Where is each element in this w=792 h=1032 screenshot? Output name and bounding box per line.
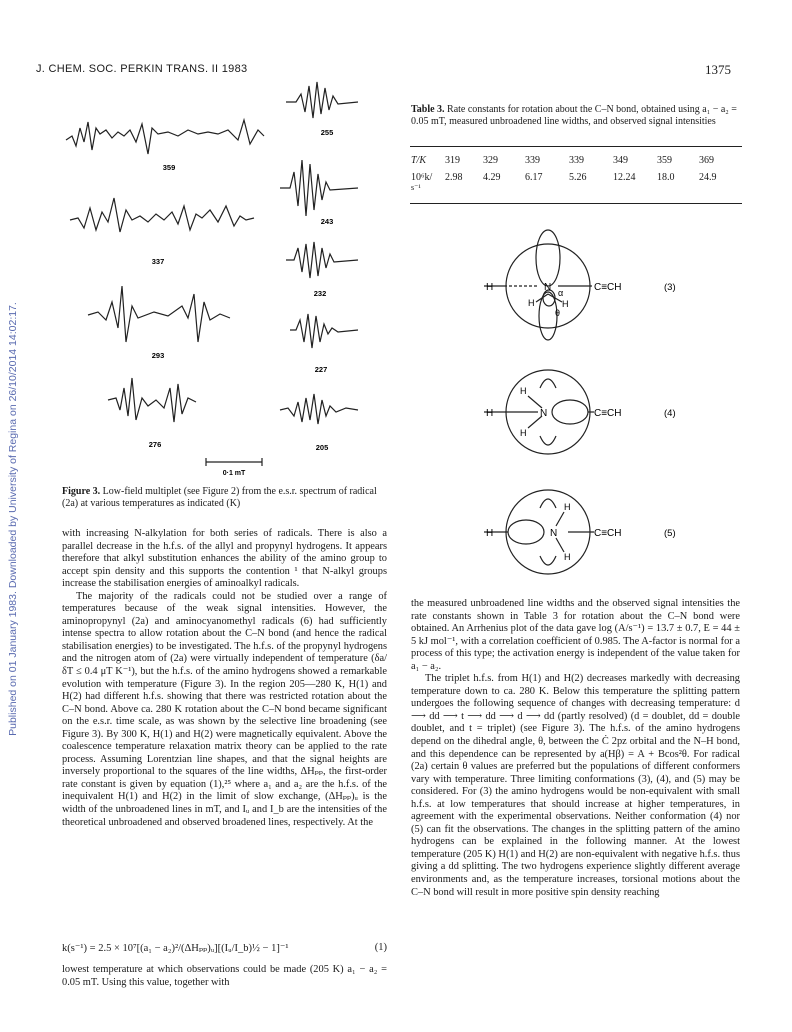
table-cell: 319 [445, 154, 460, 166]
publication-sidebar [6, 140, 20, 900]
table-cell: 339 [525, 154, 540, 166]
table-cell: 6.17 [525, 171, 543, 183]
equation-body: k(s⁻¹) = 2.5 × 10⁷[(a₁ − a₂)²/(ΔHₚₚ)ᵤ][(Iᵤ/I_b)½ − 1]⁻¹ [62, 943, 289, 954]
theta-label: θ [555, 308, 561, 318]
publication-notice: Published on 01 January 1983. Downloaded by University of Regina on 26/10/2014 14:02:17. [7, 302, 19, 736]
structure-3 [470, 228, 710, 343]
table-cell: 349 [613, 154, 628, 166]
scale-bar-label: 0·1 mT [222, 470, 246, 477]
figure3-caption-label: Figure 3. [62, 486, 101, 497]
h-left-atom: H [486, 408, 494, 419]
structure-5 [470, 476, 710, 591]
structure-4 [470, 356, 710, 471]
h-bottom-atom: H [520, 428, 527, 438]
table3-caption [411, 104, 741, 127]
h-left-atom: H [486, 528, 494, 539]
table-row [411, 183, 739, 195]
h-bottom-atom: H [564, 552, 571, 562]
journal-header: J. CHEM. SOC. PERKIN TRANS. II 1983 [36, 63, 248, 75]
table3-top-rule [410, 146, 742, 147]
left-paragraph-2: The majority of the radicals could not be studied over a range of temperatures because of the weak signal intensities. However, the aminopropynyl (2a) and aminocyanomethyl radicals (6) had sufficiently intense spectra to allow rotation about the C–N bond (and hence the radical stabilisation energies) to be investigated. The h.f.s. of the propynyl hydrogens and the nitrogen atom of (2a) were virtually independent of temperature (δa/δT ≤ 0.4 μT K⁻¹), but the h.f.s. of the amino hydrogens showed a remarkable evolution with temperature (Figure 3). In the region 205—280 K, H(1) and H(2) had different h.f.s. showing that there was restricted rotation about the C–N bond. Above ca. 280 K rotation about the C–N bond became significant on the e.s.r. time scale, as was shown by the selective line broadening (see Figure 3). By 300 K, H(1) and H(2) were magnetically equivalent. Above the coalescence temperature relaxation matrix theory can be applied to the rate process. Assuming Lorentzian line shapes, and that the signal heights are inversely proportional to the squares of the line widths, ΔHₚₚ, the first-order rate constant is given by equation (1),²⁵ where a₁ and a₂ are the h.f.s. of the inequivalent H(1) and H(2) in the limit of slow exchange, (ΔHₚₚ)ᵤ is the width of the unbroadened lines in mT, and Iᵤ and I_b are the intensities of the theoretical unbroadened and observed broadened lines, respectively. At the [62, 590, 387, 828]
spectrum-359 [66, 120, 264, 154]
table3-row2-label: 10⁶k/ [411, 171, 433, 183]
spectrum-label-276: 276 [148, 440, 162, 449]
h-top-atom: H [564, 502, 571, 512]
table-cell: 12.24 [613, 171, 636, 183]
h1-atom: H [528, 298, 535, 308]
spectrum-276 [108, 378, 196, 422]
n-atom: N [544, 282, 552, 293]
spectrum-227 [290, 314, 358, 348]
alkyne-group: C≡CH [594, 408, 622, 419]
h2-atom: H [562, 299, 569, 309]
table-cell: 329 [483, 154, 498, 166]
spectrum-293 [88, 286, 230, 342]
table3-caption-text: Rate constants for rotation about the C–N bond, obtained using a₁ − a₂ = 0.05 mT, measured unbroadened line widths, and observed signal intensities [411, 104, 737, 127]
spectrum-label-243: 243 [320, 217, 334, 226]
page-number: 1375 [705, 62, 731, 77]
n-atom: N [550, 528, 558, 539]
table-cell: 18.0 [657, 171, 675, 183]
table-cell: 339 [569, 154, 584, 166]
spectrum-label-337: 337 [151, 257, 165, 266]
alkyne-group: C≡CH [594, 282, 622, 293]
equation-1 [62, 942, 387, 954]
right-paragraph-1: the measured unbroadened line widths and the observed signal intensities the rate constants shown in Table 3 for rotation about the C–N bond were obtained. An Arrhenius plot of the data gave log (A/s⁻¹) = 13.7 ± 0.7, E = 44 ± 5 kJ mol⁻¹, with a correlation coefficient of 0.985. The A-factor is normal for a process of this type; the activation energy is independent of the value taken for a₁ − a₂. [411, 598, 740, 672]
structure-5-label: (5) [664, 528, 676, 539]
right-paragraph-2: The triplet h.f.s. from H(1) and H(2) decreases markedly with decreasing temperature down to ca. 280 K. Below this temperature the splitting pattern undergoes the following sequence of changes with decreasing temperature: d ⟶ dd ⟶ t ⟶ dd ⟶ d ⟶ dd (partly resolved) (d = doublet, dd = double doublet, and t = triplet) (see Figure 3). The h.f.s. of the amino hydrogens depend on the dihedral angle, θ, between the Ċ 2pz orbital and the N–H bond, and this dependence can be represented by a(Hβ) = A + Bcos²θ. For radical (2a) certain θ values are preferred but the populations of different conformers vary with temperature. Three limiting conformations (3), (4), and (5) may be considered. For (3) the amino hydrogens would be non-equivalent with small h.f.s. at low temperatures that should increase at higher temperatures, in agreement with the experimental observations. Neither conformation (4) nor (5) can fit the observations. The changes in the splitting pattern of the amino hydrogens can be explained in the following manner. At the lowest temperature (205 K) H(1) and H(2) are non-equivalent with negative h.f.s. thus giving a dd splitting. The two hydrogens experience slightly different average environments and, as the temperature increases, torsional motions about the C–N bond will result in more positive spin density reaching [411, 673, 740, 898]
figure3-spectra [58, 80, 398, 480]
table-cell: 24.9 [699, 171, 717, 183]
table-row [411, 154, 739, 166]
spectrum-255 [286, 82, 358, 118]
spectrum-label-205: 205 [315, 443, 329, 452]
spectrum-205 [280, 394, 358, 424]
spectrum-label-359: 359 [162, 163, 176, 172]
table3 [411, 154, 739, 195]
table-cell: 4.29 [483, 171, 501, 183]
spectrum-243 [280, 160, 358, 216]
spectrum-label-255: 255 [320, 128, 334, 137]
alpha-label: α [558, 288, 564, 298]
alkyne-group: C≡CH [594, 528, 622, 539]
spectrum-232 [286, 242, 358, 278]
spectrum-label-232: 232 [313, 289, 327, 298]
h-left-atom: H [486, 282, 494, 293]
table3-row1-label: T/K [411, 154, 427, 166]
spectrum-337 [70, 198, 254, 232]
table3-row2-label-cont: s⁻¹ [411, 183, 421, 192]
table-cell: 369 [699, 154, 714, 166]
table-cell: 359 [657, 154, 672, 166]
table3-bottom-rule [410, 203, 742, 204]
table-row [411, 166, 739, 183]
right-column [411, 598, 740, 899]
spectrum-label-293: 293 [151, 351, 165, 360]
n-atom: N [540, 408, 548, 419]
spectrum-label-227: 227 [314, 365, 328, 374]
structure-3-label: (3) [664, 282, 676, 293]
structure-4-label: (4) [664, 408, 676, 419]
table-cell: 5.26 [569, 171, 587, 183]
figure3-caption [62, 486, 388, 510]
left-paragraph-3: lowest temperature at which observations could be made (205 K) a₁ − a₂ = 0.05 mT. Using this value, together with [62, 964, 387, 988]
scale-bar [206, 458, 262, 466]
figure3-caption-text: Low-field multiplet (see Figure 2) from the e.s.r. spectrum of radical (2a) at various temperatures as indicated (K) [62, 486, 377, 509]
table-cell: 2.98 [445, 171, 463, 183]
equation-number: (1) [374, 942, 387, 953]
left-column [62, 528, 387, 829]
h-top-atom: H [520, 386, 527, 396]
left-paragraph-1: with increasing N-alkylation for both series of radicals. There is also a parallel decrease in the h.f.s. of the allyl and propynyl hydrogens. It appears therefore that alkyl substitution enhances the ability of the amino group to accept spin density and this supports the contention ¹ that N-alkyl groups increase the stabilisation energies of aminoalkyl radicals. [62, 528, 387, 590]
table3-caption-label: Table 3. [411, 104, 445, 115]
